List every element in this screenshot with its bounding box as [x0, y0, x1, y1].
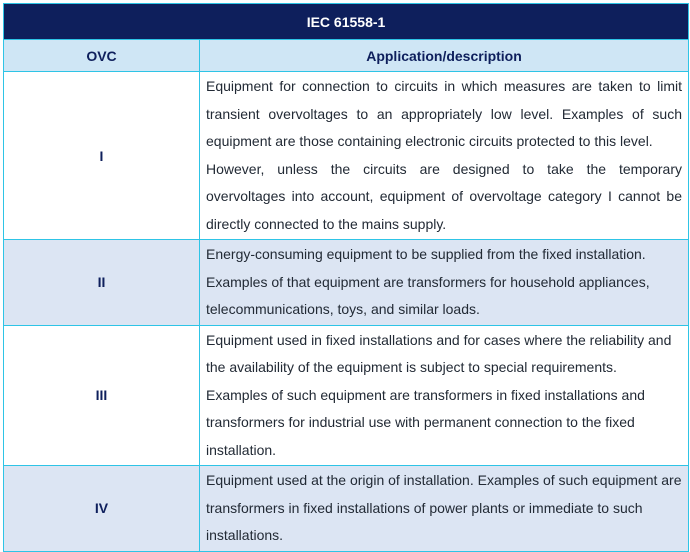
table-row: [4, 325, 689, 466]
ovc-table: [3, 3, 689, 552]
category-description: [200, 240, 689, 326]
category-description: [200, 466, 689, 552]
ovc-category: II: [4, 240, 200, 326]
ovc-category: III: [4, 325, 200, 466]
column-header-description: Application/description: [200, 40, 689, 72]
table-title: IEC 61558-1: [4, 4, 689, 40]
table-row: [4, 466, 689, 552]
description-paragraph: Equipment for connection to circuits in which measures are taken to limit transient overvoltages to an appropriately low level. Examples of such equipment are those containing electronic circuits protected to this level.: [206, 78, 683, 149]
category-description: [200, 72, 689, 240]
description-paragraph: Equipment used in fixed installations and for cases where the reliability and the availability of the equipment is subject to special requirements.: [206, 331, 672, 375]
description-paragraph: Examples of that equipment are transformers for household appliances, telecommunications, toys, and similar loads.: [206, 273, 650, 317]
iec-table-container: [3, 3, 688, 552]
description-paragraph: Energy-consuming equipment to be supplied from the fixed installation.: [206, 246, 646, 262]
table-title-row: [4, 4, 689, 40]
table-row: [4, 240, 689, 326]
description-paragraph: Examples of such equipment are transformers in fixed installations and transformers for industrial use with permanent connection to the fixed installation.: [206, 386, 645, 458]
ovc-category: IV: [4, 466, 200, 552]
category-description: [200, 325, 689, 466]
description-paragraph: However, unless the circuits are designed to take the temporary overvoltages into account, equipment of overvoltage category I cannot be directly connected to the mains supply.: [206, 160, 683, 232]
column-header-ovc: OVC: [4, 40, 200, 72]
ovc-category: I: [4, 72, 200, 240]
description-paragraph: Equipment used at the origin of installation. Examples of such equipment are transformers in fixed installations of power plants or immediate to such installations.: [206, 472, 682, 543]
table-row: [4, 72, 689, 240]
table-header-row: [4, 40, 689, 72]
